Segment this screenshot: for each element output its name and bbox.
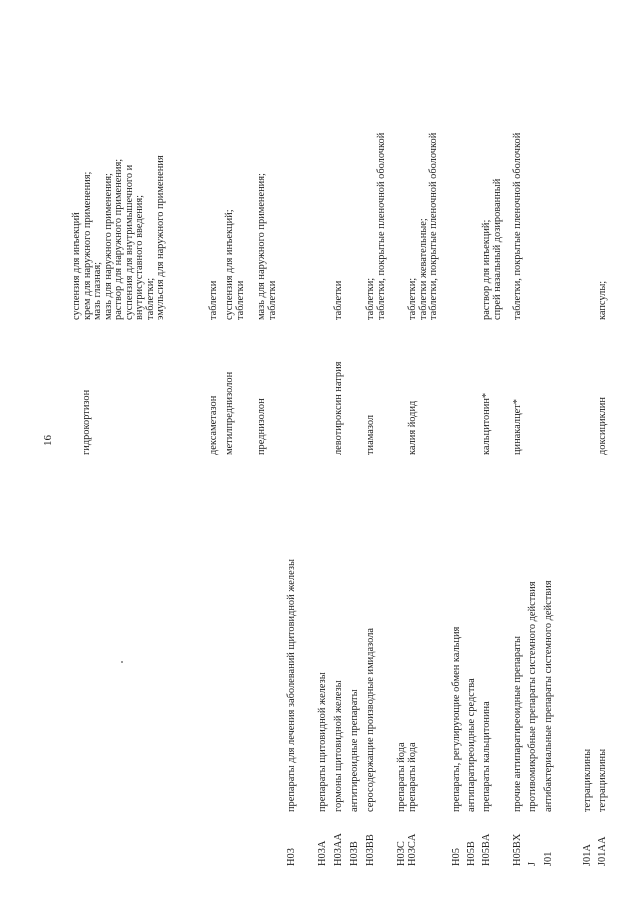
group-H03BB: серосодержащие производные имидазола [365,627,376,812]
form-hydrocortisone: суспензия для инъекций крем для наружного применения; мазь глазная; мазь для наружного применения; раствор для наружного применения; суспензия для внутримышечного и внутрисуставного введения; таблетки; эмульсия для наружного применения [71,155,166,320]
code-J01A: J01A [582,844,593,866]
form-prednisolone: мазь для наружного применения; таблетки [256,173,278,320]
group-J01AA: тетрациклины [597,748,608,812]
code-H03: H03 [286,848,297,866]
code-H03A: H03A [317,840,328,866]
code-H03AA: H03AA [333,833,344,866]
group-J01: антибактериальные препараты системного действия [543,580,554,812]
group-H05BA: препараты кальцитонина [481,701,492,812]
form-H03AA: таблетки [333,280,344,320]
form-J01AA: капсулы; [597,280,608,320]
page-number: 16 [42,435,54,446]
form-H03CA: таблетки; таблетки жевательные; таблетки, покрытые пленочной оболочкой [407,132,439,320]
group-H05B: антипаратиреоидные средства [466,678,477,812]
drug-H03AA: левотироксин натрия [333,361,344,455]
code-J01: J01 [543,851,554,866]
group-H05BX: прочие антипаратиреоидные препараты [512,636,523,812]
code-H05: H05 [451,848,462,866]
form-H05BA: раствор для инъекций; спрей назальный дозированный [481,178,503,320]
form-methylprednisolone: суспензия для инъекций; таблетки [224,209,246,320]
drug-dexamethasone: дексаметазон [208,395,219,455]
group-H05: препараты, регулирующие обмен кальция [451,626,462,812]
drug-H03BB: тиамазол [365,414,376,455]
drug-J01AA: доксициклин [597,397,608,455]
code-J: J [527,861,538,866]
code-H05B: H05B [466,841,477,866]
group-H03: препараты для лечения заболеваний щитовидной железы [286,559,297,812]
form-H03BB: таблетки; таблетки, покрытые пленочной оболочкой [365,132,387,320]
scan-speck [121,661,123,663]
group-H03A: препараты щитовидной железы [317,672,328,812]
group-H03B: антитиреоидные препараты [349,689,360,812]
form-H05BX: таблетки, покрытые пленочной оболочкой [512,132,523,320]
group-H03CA: препараты йода [407,742,418,812]
code-H03C: H03C [396,841,407,866]
drug-methylprednisolone: метилпреднизолон [224,371,235,455]
code-H03BB: H03BB [365,834,376,866]
code-H03B: H03B [349,841,360,866]
drug-H05BA: кальцитонин* [481,392,492,455]
drug-prednisolone: преднизолон [256,398,267,455]
form-dexamethasone: таблетки [208,280,219,320]
group-J: противомикробные препараты системного действия [527,581,538,812]
code-H05BA: H05BA [481,833,492,866]
drug-H05BX: цинакалцет* [512,399,523,455]
drug-hydrocortisone: гидрокортизон [81,389,92,455]
group-H03C: препараты йода [396,742,407,812]
code-J01AA: J01AA [597,836,608,866]
code-H03CA: H03CA [407,833,418,866]
group-H03AA: гормоны щитовидной железы [333,680,344,812]
drug-H03CA: калия йодид [407,400,418,455]
group-J01A: тетрациклины [582,748,593,812]
code-H05BX: H05BX [512,833,523,866]
